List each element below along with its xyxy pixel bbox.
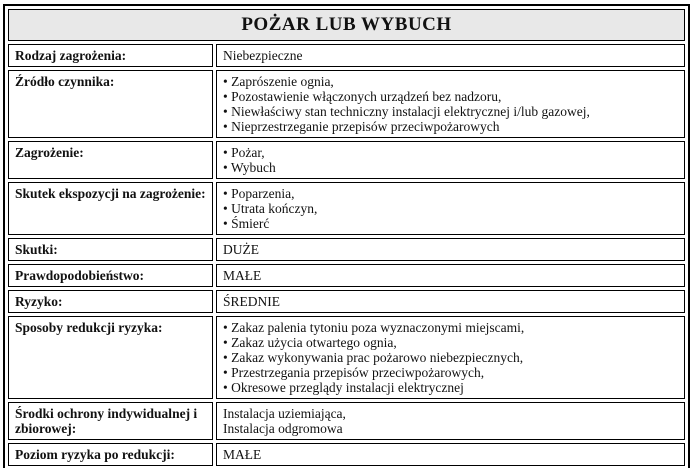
table-row-protection-measures xyxy=(8,402,685,440)
row-value-rodzaj-zagrozenia xyxy=(216,44,685,67)
row-value-skutki xyxy=(216,238,685,261)
value-line: MAŁE xyxy=(223,447,262,462)
row-label-zagrozenie: Zagrożenie: xyxy=(8,141,213,179)
table-row-hazard xyxy=(8,141,685,179)
table-row-risk xyxy=(8,290,685,313)
table-row-exposure-effect xyxy=(8,182,685,235)
table-row-hazard-type xyxy=(8,44,685,67)
value-line: • Zakaz użycia otwartego ognia, xyxy=(223,335,397,350)
value-line: • Zakaz wykonywania prac pożarowo niebezpiecznych, xyxy=(223,350,524,365)
table-row-effects xyxy=(8,238,685,261)
value-line: • Poparzenia, xyxy=(223,186,295,201)
row-label-rodzaj-zagrozenia: Rodzaj zagrożenia: xyxy=(8,44,213,67)
row-label-poziom-ryzyka-po-redukcji: Poziom ryzyka po redukcji: xyxy=(8,443,213,466)
row-value-ryzyko xyxy=(216,290,685,313)
table-title: POŻAR LUB WYBUCH xyxy=(8,9,685,41)
value-line: • Zakaz palenia tytoniu poza wyznaczonymi miejscami, xyxy=(223,320,525,335)
value-line: • Zaprószenie ognia, xyxy=(223,74,334,89)
value-line: MAŁE xyxy=(223,268,262,283)
row-value-zagrozenie xyxy=(216,141,685,179)
value-line: • Przestrzegania przepisów przeciwpożarowych, xyxy=(223,365,485,380)
table-row-probability xyxy=(8,264,685,287)
value-line: Instalacja uziemiająca, xyxy=(223,406,346,421)
row-label-sposoby-redukcji: Sposoby redukcji ryzyka: xyxy=(8,316,213,399)
table-row-factor-source xyxy=(8,70,685,138)
value-line: DUŻE xyxy=(223,242,259,257)
value-line: • Utrata kończyn, xyxy=(223,201,318,216)
row-label-skutek-ekspozycji: Skutek ekspozycji na zagrożenie: xyxy=(8,182,213,235)
row-label-srodki-ochrony: Środki ochrony indywidualnej i zbiorowej: xyxy=(8,402,213,440)
row-value-sposoby-redukcji xyxy=(216,316,685,399)
value-line: • Pozostawienie włączonych urządzeń bez nadzoru, xyxy=(223,89,502,104)
hazard-table xyxy=(3,4,690,468)
value-line: • Okresowe przeglądy instalacji elektrycznej xyxy=(223,380,464,395)
value-line: • Nieprzestrzeganie przepisów przeciwpożarowych xyxy=(223,119,500,134)
row-value-prawdopodobienstwo xyxy=(216,264,685,287)
table-row-risk-reduction-methods xyxy=(8,316,685,399)
row-label-zrodlo-czynnika: Źródło czynnika: xyxy=(8,70,213,138)
value-line: • Pożar, xyxy=(223,145,265,160)
table-header-row xyxy=(8,9,685,41)
row-label-prawdopodobienstwo: Prawdopodobieństwo: xyxy=(8,264,213,287)
row-value-skutek-ekspozycji xyxy=(216,182,685,235)
value-line: • Śmierć xyxy=(223,216,270,231)
row-value-poziom-ryzyka-po-redukcji xyxy=(216,443,685,466)
value-line: • Niewłaściwy stan techniczny instalacji elektrycznej i/lub gazowej, xyxy=(223,104,590,119)
table-row-risk-after-reduction xyxy=(8,443,685,466)
value-line: Instalacja odgromowa xyxy=(223,421,343,436)
row-value-zrodlo-czynnika xyxy=(216,70,685,138)
row-value-srodki-ochrony xyxy=(216,402,685,440)
row-label-ryzyko: Ryzyko: xyxy=(8,290,213,313)
value-line: ŚREDNIE xyxy=(223,294,280,309)
value-line: • Wybuch xyxy=(223,160,276,175)
value-line: Niebezpieczne xyxy=(223,48,303,63)
row-label-skutki: Skutki: xyxy=(8,238,213,261)
